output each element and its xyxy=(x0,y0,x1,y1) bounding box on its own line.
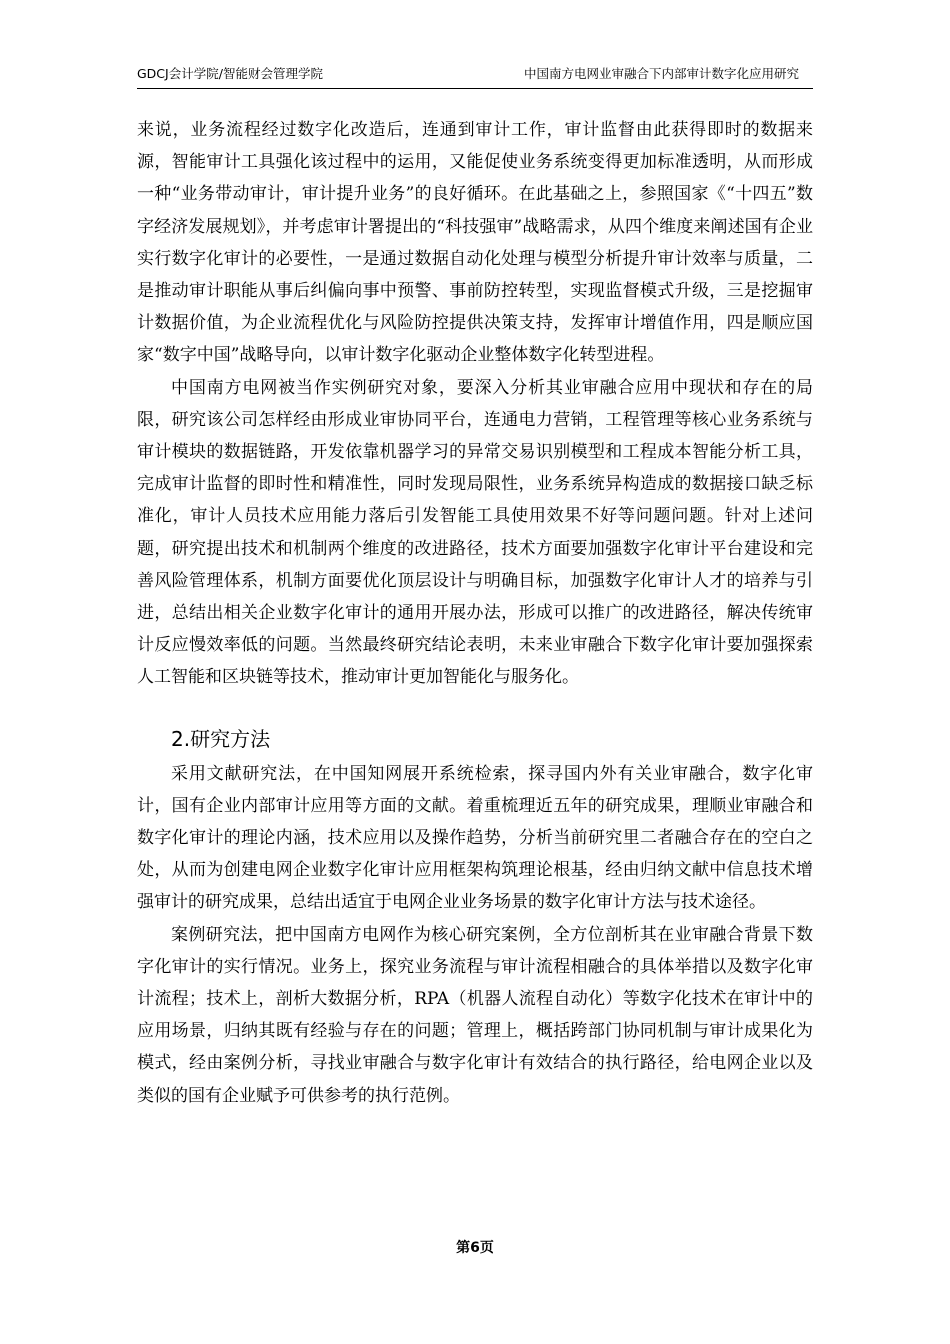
page-number: 第6页 xyxy=(456,1240,494,1256)
page-body xyxy=(137,114,813,1112)
body-paragraph-literature-method: 采用文献研究法，在中国知网展开系统检索，探寻国内外有关业审融合，数字化审计，国有企业内部审计应用等方面的文献。着重梳理近五年的研究成果，理顺业审融合和数字化审计的理论内涵，技术应用以及操作趋势，分析当前研究里二者融合存在的空白之处，从而为创建电网企业数字化审计应用框架构筑理论根基，经由归纳文献中信息技术增强审计的研究成果，总结出适宜于电网企业业务场景的数字化审计方法与技术途径。 xyxy=(137,763,813,913)
body-paragraph-continued: 来说，业务流程经过数字化改造后，连通到审计工作，审计监督由此获得即时的数据来源，智能审计工具强化该过程中的运用，又能促使业务系统变得更加标准透明，从而形成一种“业务带动审计，审计提升业务”的良好循环。在此基础之上，参照国家《“十四五”数字经济发展规划》，并考虑审计署提出的“科技强审”战略需求，从四个维度来阐述国有企业实行数字化审计的必要性，一是通过数据自动化处理与模型分析提升审计效率与质量，二是推动审计职能从事后纠偏向事中预警、事前防控转型，实现监督模式升级，三是挖掘审计数据价值，为企业流程优化与风险防控提供决策支持，发挥审计增值作用，四是顺应国家“数字中国”战略导向，以审计数字化驱动企业整体数字化转型进程。 xyxy=(137,120,813,366)
header-paper-title: 中国南方电网业审融合下内部审计数字化应用研究 xyxy=(523,66,799,81)
header-institution: GDCJ会计学院/智能财会管理学院 xyxy=(137,66,323,81)
body-paragraph-case-study: 中国南方电网被当作实例研究对象，要深入分析其业审融合应用中现状和存在的局限，研究该公司怎样经由形成业审协同平台，连通电力营销，工程管理等核心业务系统与审计模块的数据链路，开发依靠机器学习的异常交易识别模型和工程成本智能分析工具，完成审计监督的即时性和精准性，同时发现局限性，业务系统异构造成的数据接口缺乏标准化，审计人员技术应用能力落后引发智能工具使用效果不好等问题问题。针对上述问题，研究提出技术和机制两个维度的改进路径，技术方面要加强数字化审计平台建设和完善风险管理体系，机制方面要优化顶层设计与明确目标，加强数字化审计人才的培养与引进，总结出相关企业数字化审计的通用开展办法，形成可以推广的改进路径，解决传统审计反应慢效率低的问题。当然最终研究结论表明，未来业审融合下数字化审计要加强探索人工智能和区块链等技术，推动审计更加智能化与服务化。 xyxy=(137,377,813,688)
body-paragraph-case-method: 案例研究法，把中国南方电网作为核心研究案例，全方位剖析其在业审融合背景下数字化审计的实行情况。业务上，探究业务流程与审计流程相融合的具体举措以及数字化审计流程；技术上，剖析大数据分析，RPA（机器人流程自动化）等数字化技术在审计中的应用场景，归纳其既有经验与存在的问题；管理上，概括跨部门协同机制与审计成果化为模式，经由案例分析，寻找业审融合与数字化审计有效结合的执行路径，给电网企业以及类似的国有企业赋予可供参考的执行范例。 xyxy=(137,924,813,1106)
section-heading-methods: 2.研究方法 xyxy=(171,726,271,751)
page-header xyxy=(137,60,813,89)
